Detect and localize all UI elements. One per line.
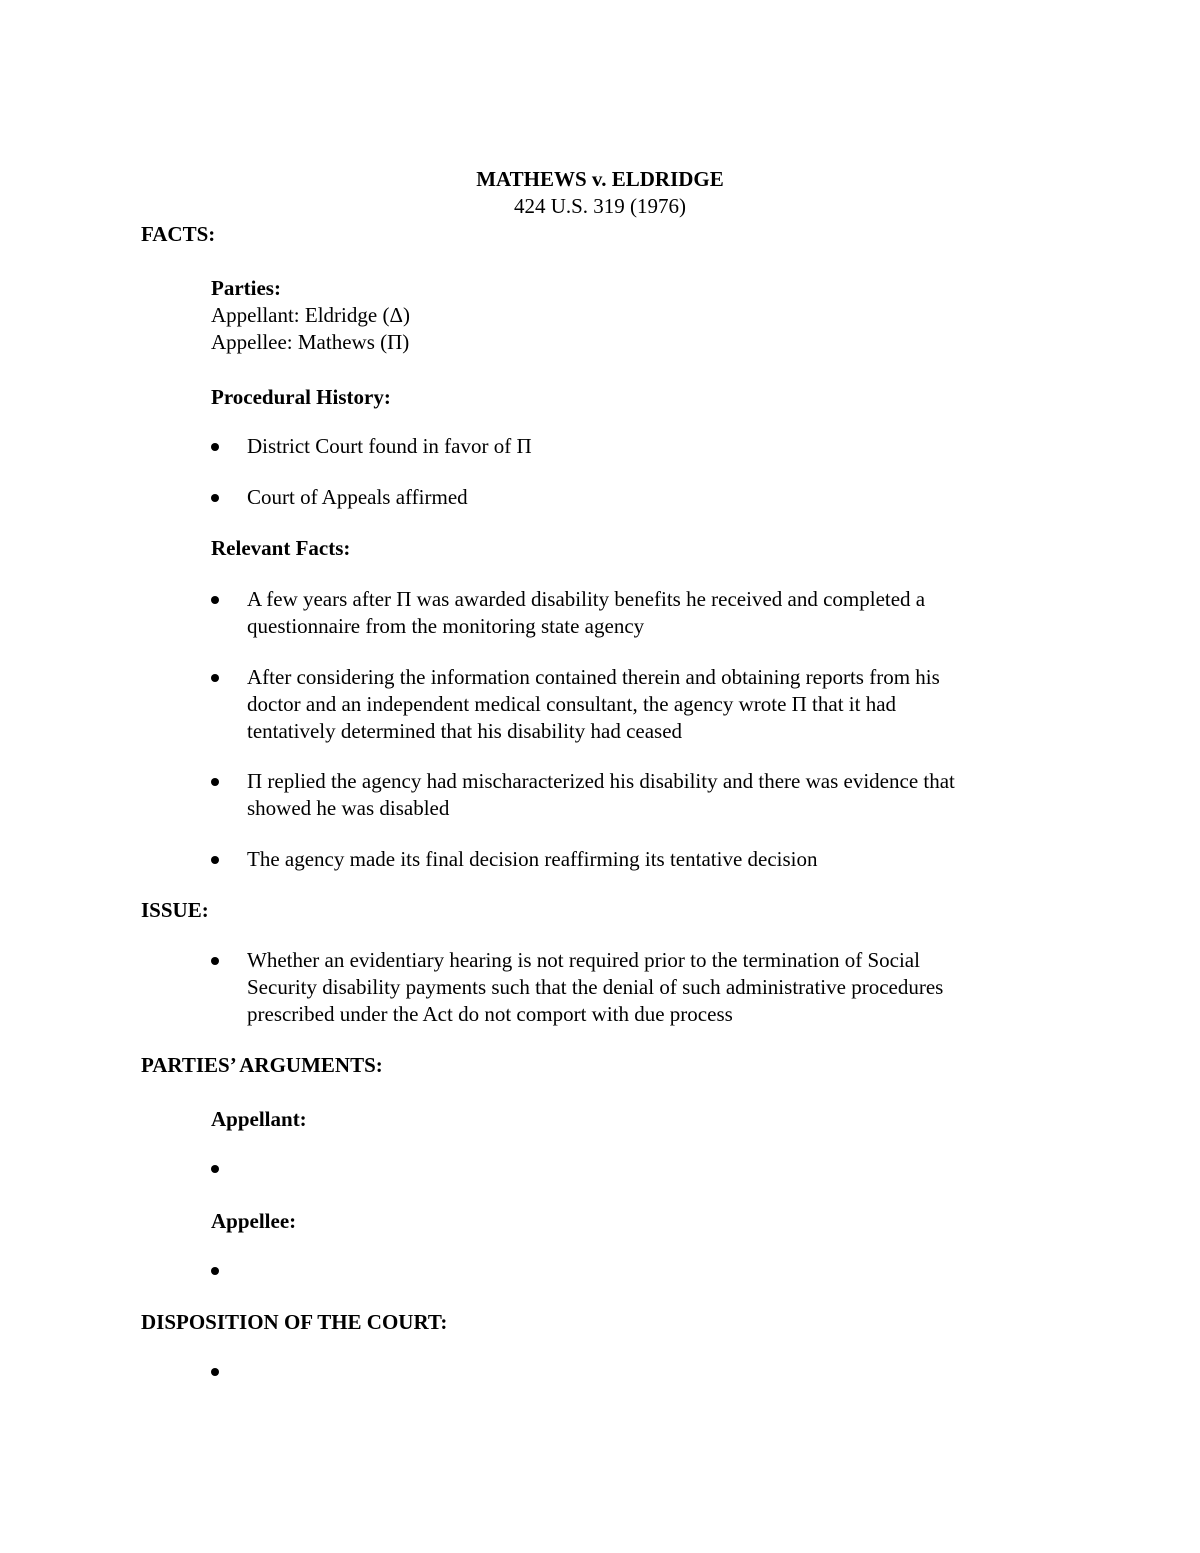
- case-title: MATHEWS v. ELDRIDGE: [476, 167, 724, 191]
- appellant-line: Appellant: Eldridge (Δ): [211, 303, 410, 327]
- parties-arguments-heading: PARTIES’ ARGUMENTS:: [141, 1053, 383, 1077]
- appellee-arguments-heading: Appellee:: [211, 1209, 297, 1233]
- bullet-icon: [211, 1267, 219, 1275]
- bullet-icon: [211, 674, 219, 682]
- bullet-icon: [211, 494, 219, 502]
- list-item-text: Π replied the agency had mischaracterized his disability and there was evidence that showed he was disabled: [247, 769, 955, 820]
- parties-heading: Parties:: [211, 276, 281, 300]
- relevant-facts-heading: Relevant Facts:: [211, 536, 351, 560]
- bullet-icon: [211, 957, 219, 965]
- list-item-text: Whether an evidentiary hearing is not required prior to the termination of Social Security disability payments such that the denial of such administrative procedures prescribed under the Act do not comport with due process: [247, 948, 944, 1026]
- facts-heading: FACTS:: [141, 222, 216, 246]
- list-item-text: The agency made its final decision reaffirming its tentative decision: [247, 847, 818, 871]
- list-item-text: A few years after Π was awarded disability benefits he received and completed a questionnaire from the monitoring state agency: [247, 587, 926, 638]
- bullet-icon: [211, 443, 219, 451]
- case-citation: 424 U.S. 319 (1976): [513, 194, 687, 218]
- bullet-icon: [211, 1165, 219, 1173]
- bullet-icon: [211, 856, 219, 864]
- issue-heading: ISSUE:: [141, 898, 209, 922]
- bullet-icon: [211, 596, 219, 604]
- bullet-icon: [211, 778, 219, 786]
- appellee-line: Appellee: Mathews (Π): [211, 330, 410, 354]
- list-item-text: District Court found in favor of Π: [247, 434, 532, 458]
- procedural-history-heading: Procedural History:: [211, 385, 391, 409]
- list-item-text: After considering the information contained therein and obtaining reports from his doctor and an independent medical consultant, the agency wrote Π that it had tentatively determined that his disability had ceased: [247, 665, 940, 743]
- disposition-heading: DISPOSITION OF THE COURT:: [141, 1310, 448, 1334]
- appellant-arguments-heading: Appellant:: [211, 1107, 307, 1131]
- list-item-text: Court of Appeals affirmed: [247, 485, 468, 509]
- bullet-icon: [211, 1368, 219, 1376]
